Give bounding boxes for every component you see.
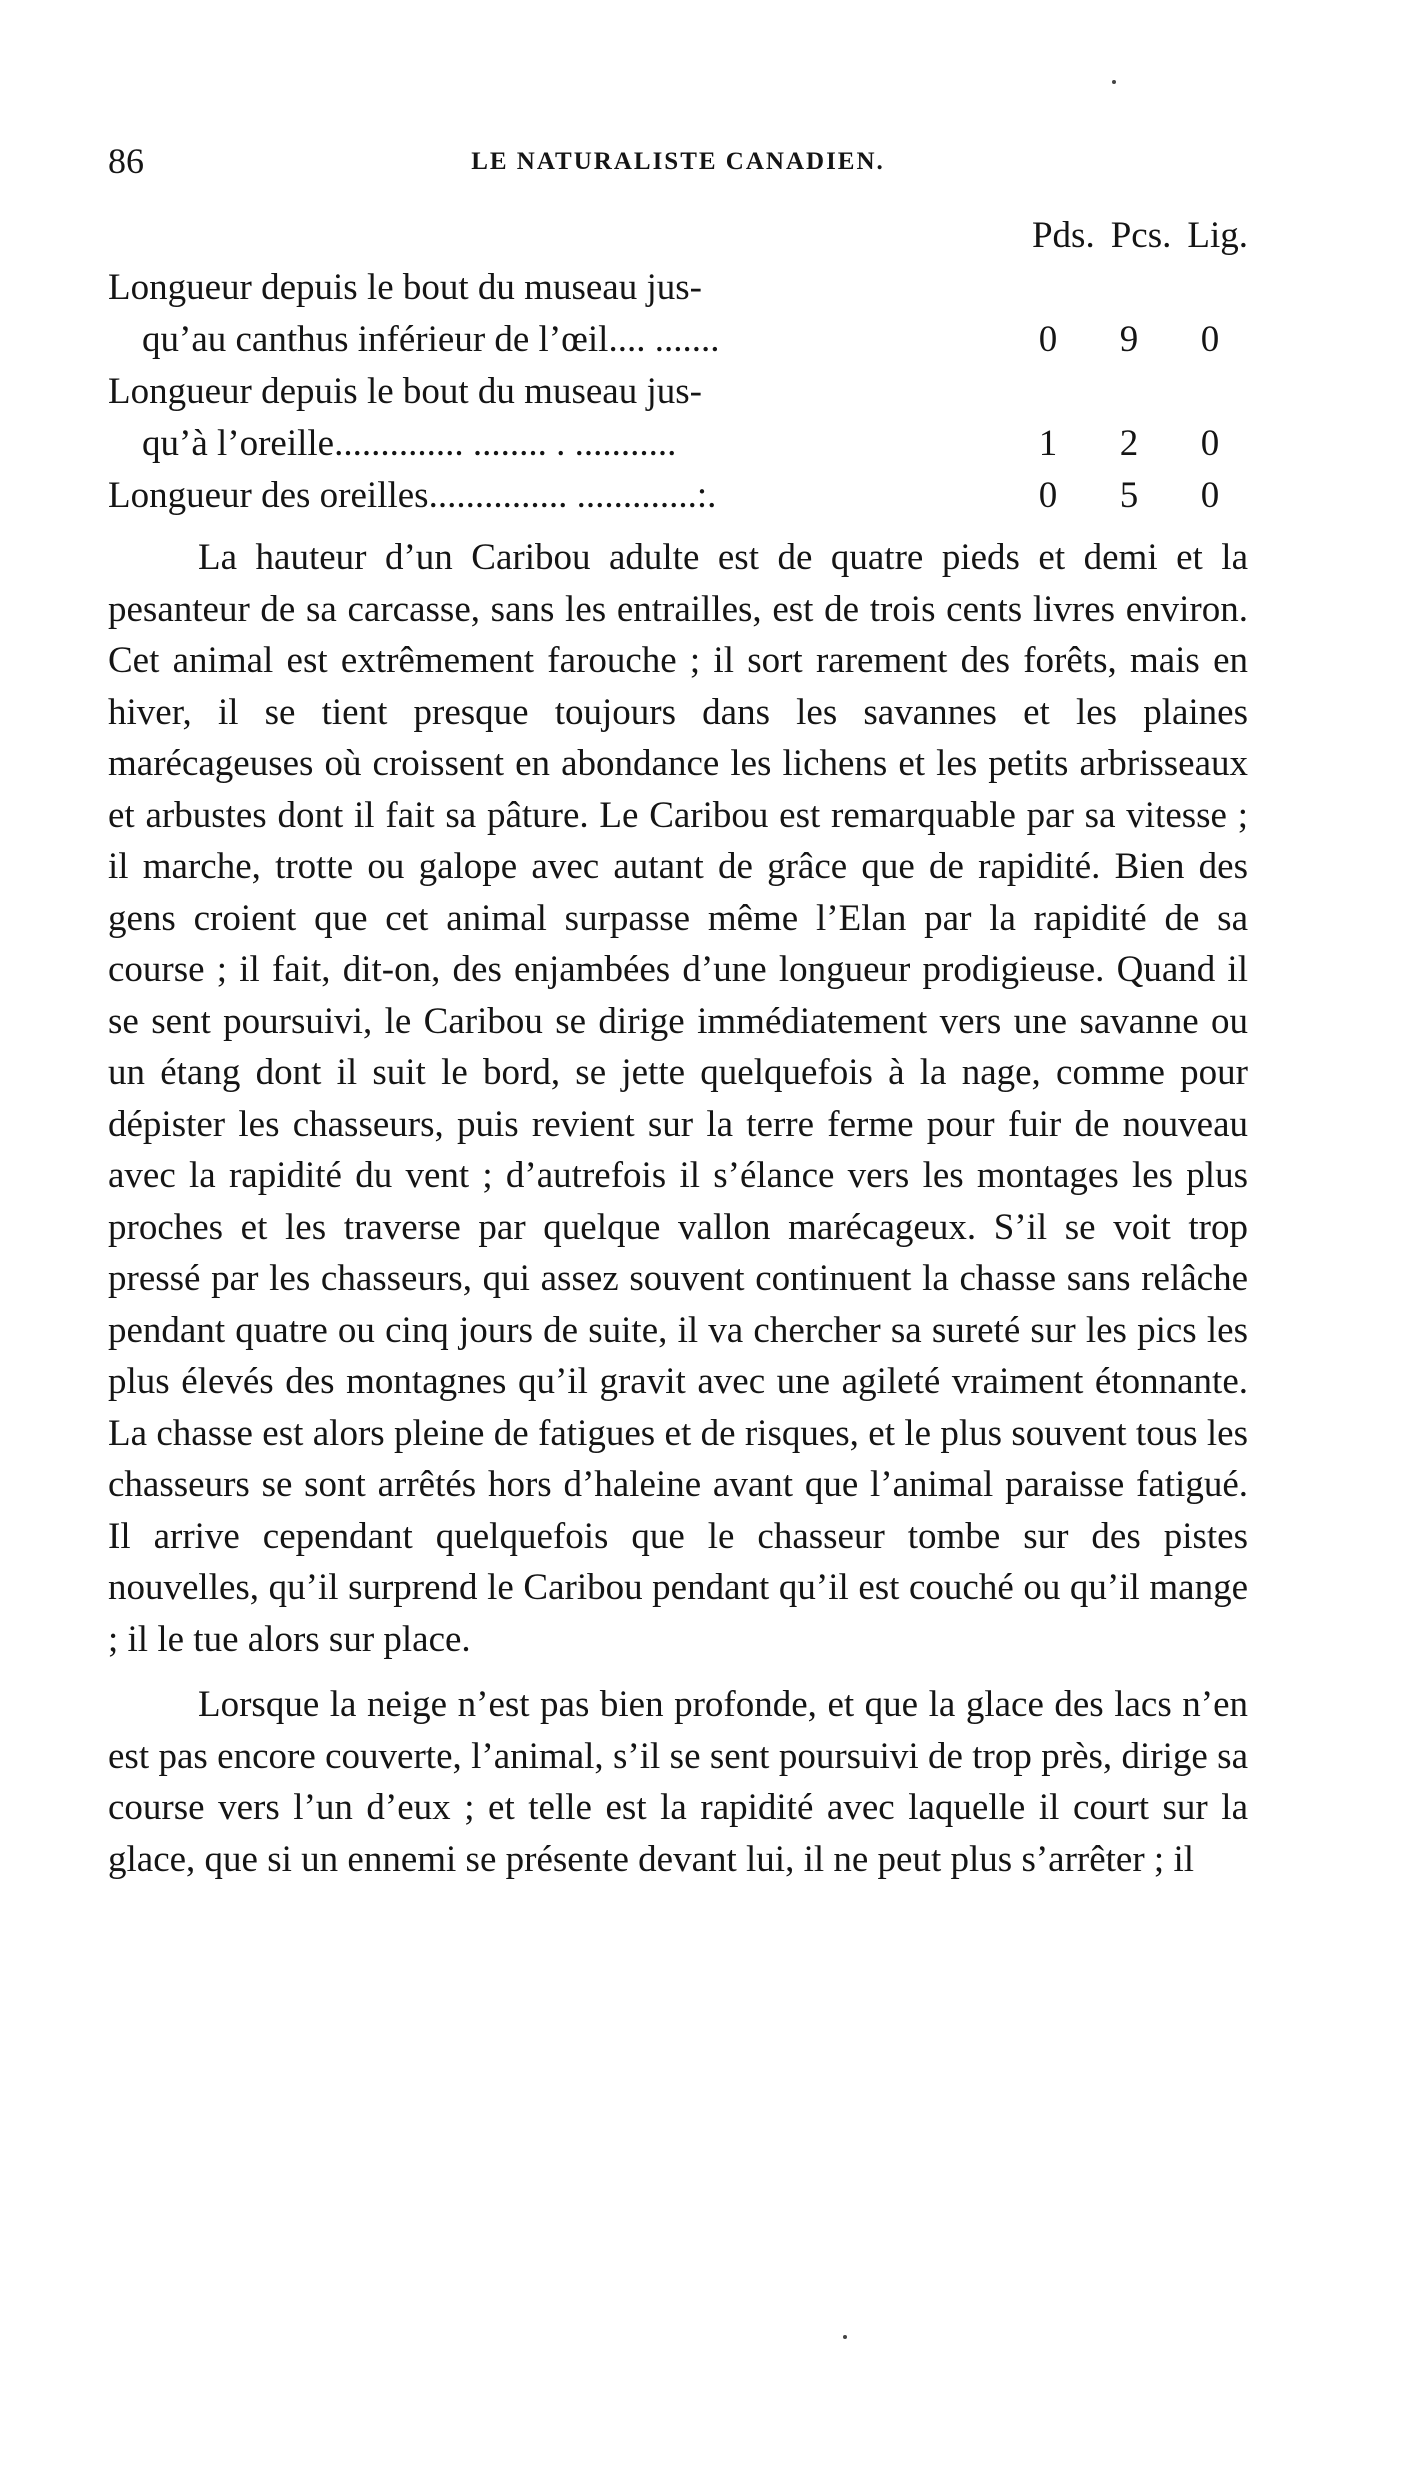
measurement-values: 0 9 0: [1038, 319, 1220, 360]
body-paragraph: Lorsque la neige n’est pas bien profonde, et que la glace des lacs n’en est pas encore couverte, l’animal, s’il se sent poursuivi de trop près, dirige sa course vers l’un d’eux ; et telle est la rapidité avec laquelle il court sur la glace, que si un ennemi se présente devant lui, il ne peut plus s’arrêter ; il: [108, 1684, 1248, 1880]
print-speck: [1112, 80, 1116, 84]
page-header: [108, 130, 1248, 190]
body-paragraph: La hauteur d’un Caribou adulte est de quatre pieds et demi et la pesanteur de sa carcasse, sans les entrailles, est de trois cents livres environ. Cet animal est extrêmement farouche ; il sort rarement des forêts, mais en hiver, il se tient presque toujours dans les savannes et les plaines marécageuses où croissent en abondance les lichens et les petits arbrisseaux et arbustes dont il fait sa pâture. Le Caribou est remarquable par sa vitesse ; il marche, trotte ou galope avec autant de grâce que de rapidité. Bien des gens croient que cet animal surpasse même l’Elan par la rapidité de sa course ; il fait, dit-on, des enjambées d’une longueur prodigieuse. Quand il se sent poursuivi, le Caribou se dirige immédiatement vers une savanne ou un étang dont il suit le bord, se jette quelquefois à la nage, comme pour dépister les chasseurs, puis revient sur la terre ferme pour fuir de nouveau avec la rapidité du vent ; d’autrefois il s’élance vers les montages les plus proches et les traverse par quelque vallon marécageux. S’il se voit trop pressé par les chasseurs, qui assez souvent continuent la chasse sans relâche pendant quatre ou cinq jours de suite, il va chercher sa sureté sur les pics les plus élevés des montagnes qu’il gravit avec une agileté vraiment étonnante. La chasse est alors pleine de fatigues et de risques, et le plus souvent tous les chasseurs se sont arrêtés hors d’haleine avant que l’animal paraisse fatigué. Il arrive cependant quelquefois que le chasseur tombe sur des pistes nouvelles, qu’il surprend le Caribou pendant qu’il est couché ou qu’il mange ; il le tue alors sur place.: [108, 537, 1248, 1660]
measurement-label: Longueur depuis le bout du museau jus- qu’à l’oreille.............. ........ . ...........: [108, 371, 702, 464]
measurement-row: [108, 470, 1248, 522]
measurement-row: [108, 366, 1248, 470]
measurement-label: Longueur des oreilles............... .............:.: [108, 475, 717, 516]
document-page: [108, 130, 1248, 1885]
unit-lignes: Lig.: [1187, 215, 1248, 256]
measurement-values: 1 2 0: [1038, 423, 1220, 464]
print-speck: [843, 2335, 847, 2339]
measurement-label: Longueur depuis le bout du museau jus- qu’au canthus inférieur de l’œil.... .......: [108, 267, 720, 360]
unit-pieds: Pds.: [1031, 215, 1095, 256]
measurements-table: [108, 210, 1248, 522]
measurement-row: [108, 262, 1248, 366]
page-number: 86: [108, 141, 144, 181]
measurement-values: 0 5 0: [1038, 475, 1220, 516]
running-title: LE NATURALISTE CANADIEN.: [471, 148, 885, 175]
unit-pouces: Pcs.: [1110, 215, 1172, 256]
units-header: [108, 210, 1248, 262]
